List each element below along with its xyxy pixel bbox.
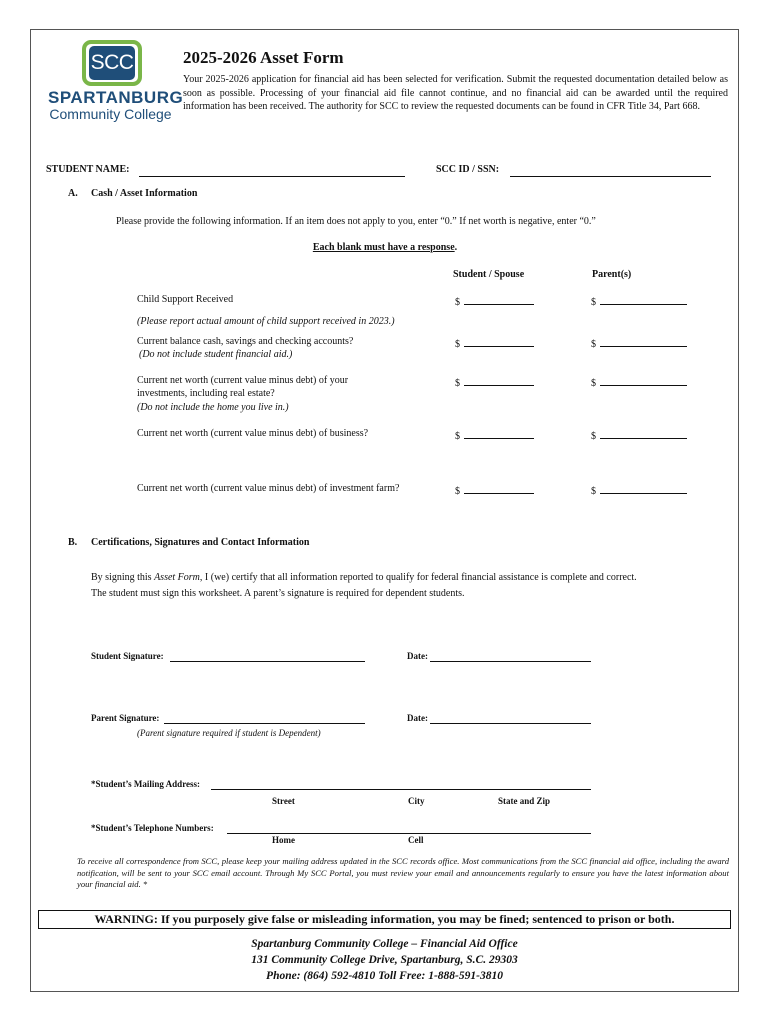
row-business-label: Current net worth (current value minus debt) of business? <box>137 428 369 439</box>
row-cash-note: (Do not include student financial aid.) <box>139 349 293 360</box>
footer-address: 131 Community College Drive, Spartanburg, S.C. 29303 <box>251 954 518 966</box>
state-zip-caption: State and Zip <box>498 796 551 806</box>
student-date-label: Date: <box>407 651 428 661</box>
parent-business-input[interactable]: $ <box>591 428 687 442</box>
parent-signature-label: Parent Signature: <box>91 713 160 723</box>
warning-box: WARNING: If you purposely give false or misleading information, you may be fined; sentenced to prison or both. <box>38 910 731 929</box>
scc-id-field[interactable] <box>510 176 711 177</box>
footer-phone: Phone: (864) 592-4810 Toll Free: 1-888-591-3810 <box>266 970 503 982</box>
certification-text: By signing this Asset Form, I (we) certify that all information reported to qualify for federal financial assistance is complete and correct. <box>91 572 637 583</box>
student-signature-label: Student Signature: <box>91 651 164 661</box>
section-a-letter: A. <box>68 188 78 199</box>
parent-signature-note: (Parent signature required if student is Dependent) <box>137 728 321 738</box>
student-child-support-input[interactable]: $ <box>455 294 534 308</box>
parent-investments-input[interactable]: $ <box>591 375 687 389</box>
row-investments-label: Current net worth (current value minus debt) of your investments, including real estate? <box>137 375 349 399</box>
section-b-heading: Certifications, Signatures and Contact Information <box>91 537 310 548</box>
parent-farm-input[interactable]: $ <box>591 483 687 497</box>
scc-logo-badge <box>82 40 142 86</box>
mailing-address-label: *Student’s Mailing Address: <box>91 779 201 789</box>
row-investments-note: (Do not include the home you live in.) <box>137 402 289 413</box>
student-farm-input[interactable]: $ <box>455 483 534 497</box>
student-name-label: STUDENT NAME: <box>46 164 130 175</box>
row-child-support-note: (Please report actual amount of child support received in 2023.) <box>137 316 395 327</box>
row-farm-label: Current net worth (current value minus debt) of investment farm? <box>137 483 400 494</box>
section-b-letter: B. <box>68 537 78 548</box>
student-date-field[interactable] <box>430 661 591 662</box>
parent-date-field[interactable] <box>430 723 591 724</box>
parent-cash-input[interactable]: $ <box>591 336 687 350</box>
logo-college-name: SPARTANBURG <box>48 88 184 107</box>
page-border <box>30 29 739 992</box>
student-name-field[interactable] <box>139 176 405 177</box>
telephone-field[interactable] <box>227 833 591 834</box>
row-child-support-label: Child Support Received <box>137 294 234 305</box>
logo-college-subtitle: Community College <box>49 106 172 122</box>
scc-logo-text: SCC <box>89 46 135 80</box>
student-business-input[interactable]: $ <box>455 428 534 442</box>
mailing-address-field[interactable] <box>211 789 591 790</box>
street-caption: Street <box>272 796 295 806</box>
telephone-label: *Student’s Telephone Numbers: <box>91 823 214 833</box>
certification-text-line2: The student must sign this worksheet. A parent’s signature is required for dependent students. <box>91 588 465 599</box>
home-caption: Home <box>272 835 295 845</box>
student-cash-input[interactable]: $ <box>455 336 534 350</box>
correspondence-note: To receive all correspondence from SCC, please keep your mailing address updated in the SCC records office. Most communications from the SCC financial aid office, including the award notification, will be sent to your SCC email account. Through My SCC Portal, you must review your email and announcements regularly to ensure you have the latest information about your financial aid. * <box>77 856 729 889</box>
form-title: 2025-2026 Asset Form <box>183 48 344 67</box>
parent-signature-field[interactable] <box>164 723 365 724</box>
city-caption: City <box>408 796 425 806</box>
section-a-heading: Cash / Asset Information <box>91 188 198 199</box>
must-respond-note: Each blank must have a response. <box>312 242 458 253</box>
student-investments-input[interactable]: $ <box>455 375 534 389</box>
scc-id-label: SCC ID / SSN: <box>436 164 500 175</box>
student-signature-field[interactable] <box>170 661 365 662</box>
row-cash-label: Current balance cash, savings and checking accounts? <box>137 336 354 347</box>
column-parents: Parent(s) <box>592 269 632 280</box>
parent-child-support-input[interactable]: $ <box>591 294 687 308</box>
cell-caption: Cell <box>408 835 424 845</box>
column-student-spouse: Student / Spouse <box>453 269 525 280</box>
parent-date-label: Date: <box>407 713 428 723</box>
footer-office: Spartanburg Community College – Financial Aid Office <box>251 938 518 950</box>
section-a-instructions: Please provide the following information. If an item does not apply to you, enter “0.” If net worth is negative, enter “0.” <box>116 216 596 227</box>
intro-paragraph: Your 2025-2026 application for financial aid has been selected for verification. Submit the requested documentation detailed below as soon as possible. Processing of your financial aid file cannot continue, and no financial aid can be awarded until the required information has been received. The authority for SCC to review the requested documents can be found in CFR Title 34, Part 668. <box>183 74 728 112</box>
